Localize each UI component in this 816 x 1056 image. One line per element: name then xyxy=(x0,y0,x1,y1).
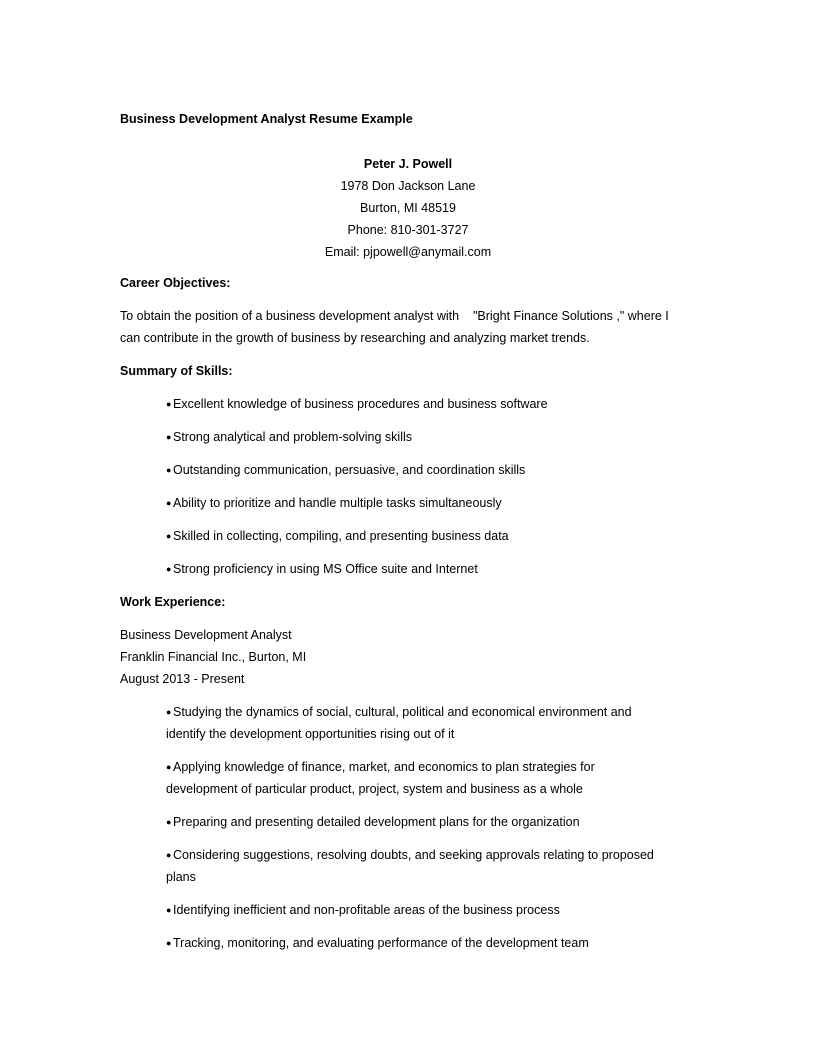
skill-text: Skilled in collecting, compiling, and presenting business data xyxy=(173,529,509,543)
address-line-2: Burton, MI 48519 xyxy=(360,201,456,215)
skill-item xyxy=(166,492,696,514)
skills-heading: Summary of Skills: xyxy=(120,364,233,378)
duty-text-line-1: Considering suggestions, resolving doubts, and seeking approvals relating to proposed xyxy=(173,848,654,862)
bullet-icon: ● xyxy=(166,564,172,574)
duty-text-line-2: identify the development opportunities rising out of it xyxy=(166,727,455,741)
bullet-icon: ● xyxy=(166,905,172,915)
duty-item xyxy=(166,701,696,745)
email-address: Email: pjpowell@anymail.com xyxy=(324,245,492,259)
contact-block xyxy=(0,153,816,263)
career-objective-line-2: can contribute in the growth of business by researching and analyzing market trends. xyxy=(120,331,590,345)
bullet-icon: ● xyxy=(166,850,172,860)
skill-item xyxy=(166,459,696,481)
duty-item xyxy=(166,899,696,921)
duty-text-line-1: Tracking, monitoring, and evaluating performance of the development team xyxy=(173,936,589,950)
skill-item xyxy=(166,426,696,448)
bullet-icon: ● xyxy=(166,817,172,827)
employment-dates: August 2013 - Present xyxy=(120,672,245,686)
duty-item xyxy=(166,932,696,954)
bullet-icon: ● xyxy=(166,531,172,541)
skill-text: Outstanding communication, persuasive, and coordination skills xyxy=(173,463,526,477)
skill-text: Strong analytical and problem-solving skills xyxy=(173,430,413,444)
bullet-icon: ● xyxy=(166,432,172,442)
duty-text-line-1: Identifying inefficient and non-profitable areas of the business process xyxy=(173,903,560,917)
duty-text-line-1: Preparing and presenting detailed development plans for the organization xyxy=(173,815,580,829)
job-title: Business Development Analyst xyxy=(120,628,292,642)
company-name: Franklin Financial Inc., Burton, MI xyxy=(120,650,307,664)
bullet-icon: ● xyxy=(166,707,172,717)
phone-number: Phone: 810-301-3727 xyxy=(347,223,469,237)
duty-text-line-1: Studying the dynamics of social, cultural, political and economical environment and xyxy=(173,705,632,719)
skill-text: Excellent knowledge of business procedures and business software xyxy=(173,397,548,411)
career-objective-text xyxy=(120,305,700,349)
career-objectives-heading: Career Objectives: xyxy=(120,276,231,290)
work-experience-heading: Work Experience: xyxy=(120,595,226,609)
skill-item xyxy=(166,393,696,415)
bullet-icon: ● xyxy=(166,399,172,409)
skill-item xyxy=(166,558,696,580)
duty-text-line-2: plans xyxy=(166,870,196,884)
duty-item xyxy=(166,811,696,833)
applicant-name: Peter J. Powell xyxy=(363,157,453,171)
duty-item xyxy=(166,756,696,800)
duty-text-line-2: development of particular product, project, system and business as a whole xyxy=(166,782,583,796)
bullet-icon: ● xyxy=(166,762,172,772)
skill-text: Ability to prioritize and handle multiple tasks simultaneously xyxy=(173,496,502,510)
duty-text-line-1: Applying knowledge of finance, market, and economics to plan strategies for xyxy=(173,760,595,774)
skill-item xyxy=(166,525,696,547)
bullet-icon: ● xyxy=(166,498,172,508)
document-title: Business Development Analyst Resume Example xyxy=(120,112,413,126)
duty-item xyxy=(166,844,696,888)
bullet-icon: ● xyxy=(166,465,172,475)
skill-text: Strong proficiency in using MS Office suite and Internet xyxy=(173,562,478,576)
bullet-icon: ● xyxy=(166,938,172,948)
career-objective-line-1: To obtain the position of a business development analyst with "Bright Finance Solutions ," where I xyxy=(120,309,669,323)
address-line-1: 1978 Don Jackson Lane xyxy=(340,179,476,193)
